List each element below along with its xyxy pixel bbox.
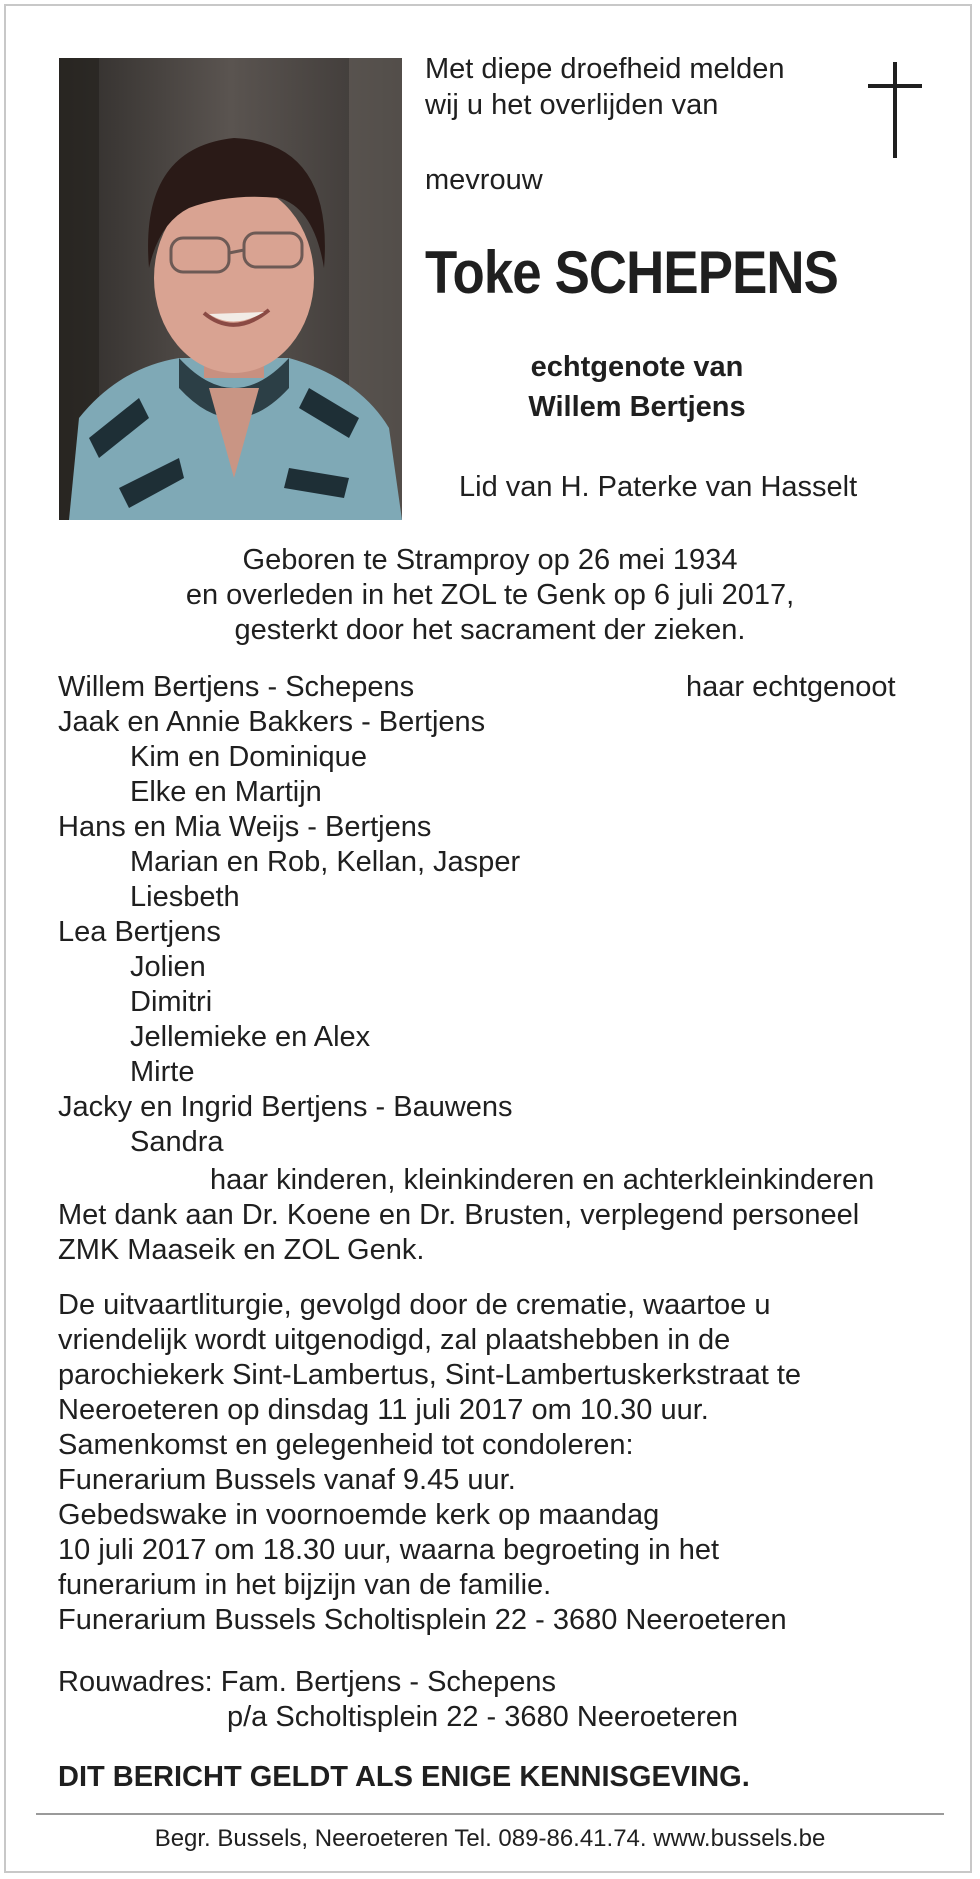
family-entry: Jacky en Ingrid Bertjens - Bauwens [58, 1091, 513, 1123]
ceremony-line: Funerarium Bussels vanaf 9.45 uur. [58, 1464, 516, 1496]
family-entry: Elke en Martijn [130, 776, 322, 808]
family-entry: Liesbeth [130, 881, 240, 913]
portrait-illustration [59, 58, 402, 520]
address-line-2: p/a Scholtisplein 22 - 3680 Neeroeteren [227, 1701, 739, 1733]
family-entry: Dimitri [130, 986, 213, 1018]
spouse-line-2: Willem Bertjens [528, 391, 746, 423]
address-line-1: Rouwadres: Fam. Bertjens - Schepens [58, 1666, 557, 1698]
children-role: haar kinderen, kleinkinderen en achterkleinkinderen [210, 1164, 875, 1196]
latin-cross-icon [865, 62, 925, 162]
spouse-role: haar echtgenoot [686, 671, 896, 703]
intro-line-1: Met diepe droefheid melden [425, 53, 785, 85]
ceremony-line: Gebedswake in voornoemde kerk op maandag [58, 1499, 660, 1531]
family-entry: Lea Bertjens [58, 916, 221, 948]
spouse-line-1: echtgenote van [530, 351, 744, 383]
birth-line-3: gesterkt door het sacrament der zieken. [234, 614, 746, 646]
family-entry: Mirte [130, 1056, 195, 1088]
ceremony-line: De uitvaartliturgie, gevolgd door de crematie, waartoe u [58, 1289, 771, 1321]
spouse-name: Willem Bertjens - Schepens [58, 671, 415, 703]
intro-line-2: wij u het overlijden van [425, 89, 719, 121]
family-entry: Jellemieke en Alex [130, 1021, 371, 1053]
ceremony-line: parochiekerk Sint-Lambertus, Sint-Lambertuskerkstraat te [58, 1359, 802, 1391]
ceremony-line: 10 juli 2017 om 18.30 uur, waarna begroeting in het [58, 1534, 720, 1566]
ceremony-line: vriendelijk wordt uitgenodigd, zal plaatshebben in de [58, 1324, 731, 1356]
family-entry: Jolien [130, 951, 206, 983]
official-notice: DIT BERICHT GELDT ALS ENIGE KENNISGEVING. [58, 1761, 750, 1793]
birth-line-1: Geboren te Stramproy op 26 mei 1934 [242, 544, 738, 576]
family-entry: Marian en Rob, Kellan, Jasper [130, 846, 521, 878]
title-mevrouw: mevrouw [425, 164, 543, 196]
footer-divider [36, 1813, 944, 1815]
ceremony-line: funerarium in het bijzijn van de familie. [58, 1569, 552, 1601]
ceremony-line: Samenkomst en gelegenheid tot condoleren: [58, 1429, 634, 1461]
thanks-line-2: ZMK Maaseik en ZOL Genk. [58, 1234, 425, 1266]
deceased-name: Toke SCHEPENS [425, 239, 839, 306]
family-entry: Sandra [130, 1126, 224, 1158]
ceremony-line: Neeroeteren op dinsdag 11 juli 2017 om 10.30 uur. [58, 1394, 709, 1426]
family-entry: Hans en Mia Weijs - Bertjens [58, 811, 432, 843]
footer-contact: Begr. Bussels, Neeroeteren Tel. 089-86.41.74. www.bussels.be [154, 1825, 826, 1852]
family-entry: Kim en Dominique [130, 741, 367, 773]
ceremony-line: Funerarium Bussels Scholtisplein 22 - 3680 Neeroeteren [58, 1604, 787, 1636]
birth-line-2: en overleden in het ZOL te Genk op 6 juli 2017, [185, 579, 795, 611]
portrait-photo [59, 58, 402, 520]
family-entry: Jaak en Annie Bakkers - Bertjens [58, 706, 486, 738]
thanks-line-1: Met dank aan Dr. Koene en Dr. Brusten, verplegend personeel [58, 1199, 860, 1231]
membership: Lid van H. Paterke van Hasselt [459, 471, 858, 503]
